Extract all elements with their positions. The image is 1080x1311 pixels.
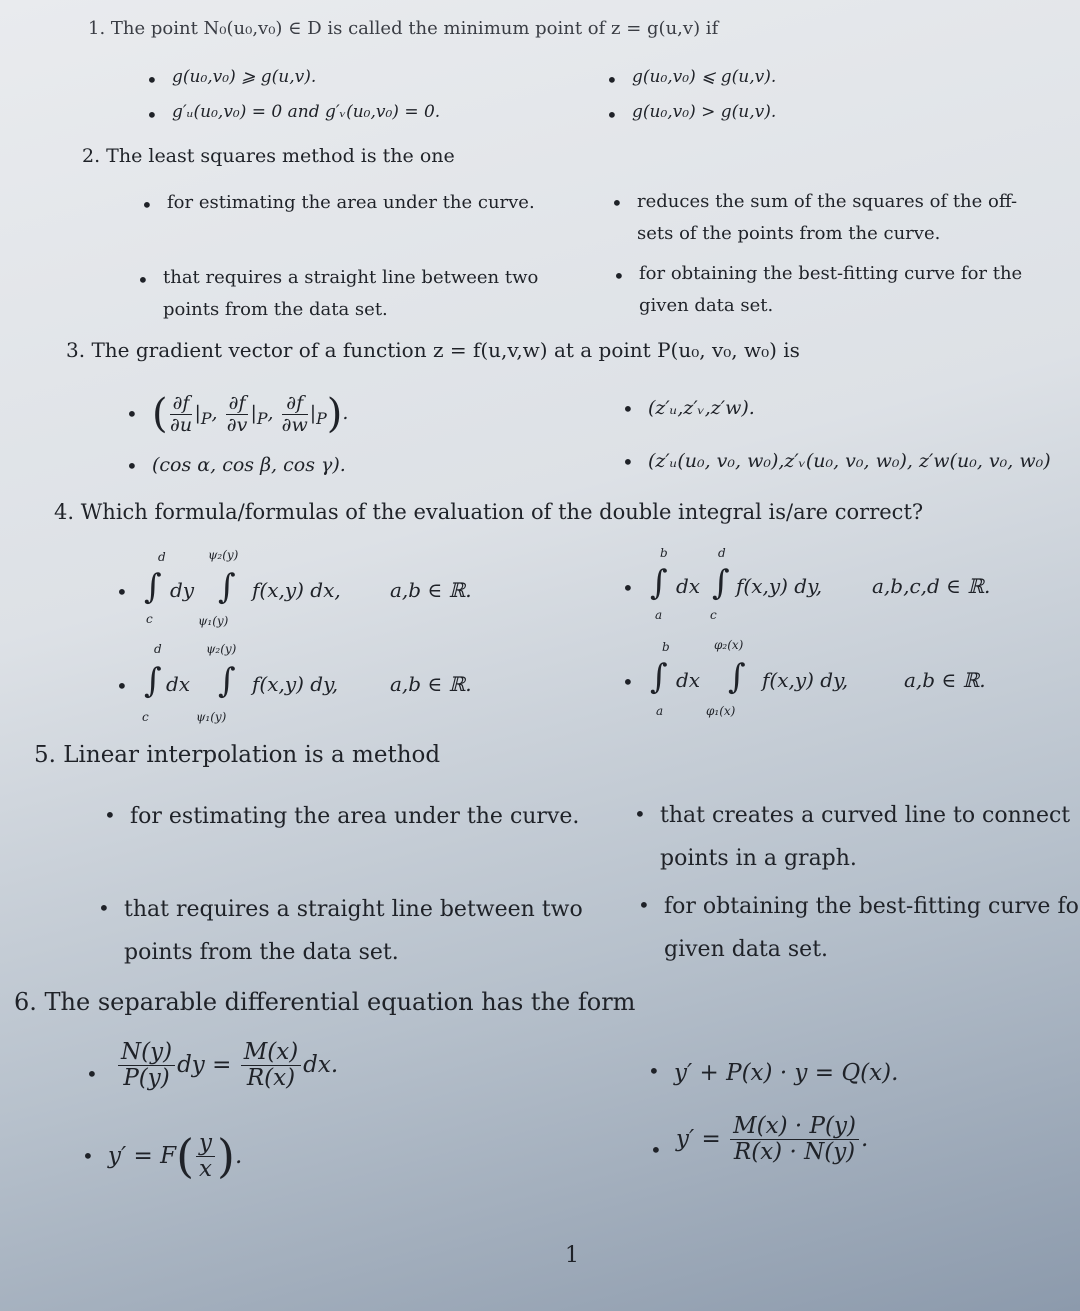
q4c-condition: a,b ∈ ℝ. — [390, 672, 472, 696]
q4d-upper-inner: φ₂(x) — [714, 638, 744, 652]
q3-option-b-text: (z′ᵤ,z′ᵥ,z′w). — [648, 397, 755, 419]
q5-option-b[interactable]: • that creates a curved line to connect points in a graph. — [634, 802, 1071, 871]
q4c-upper-outer: d — [154, 642, 162, 656]
q4b-dx: dx — [676, 574, 701, 598]
q5-option-d[interactable]: • for obtaining the best-fitting curve fo given data set. — [638, 893, 1079, 962]
q3-option-c-text: (cos α, cos β, cos γ). — [152, 454, 346, 476]
q5-option-c-line2: points from the data set. — [124, 939, 399, 965]
q6-option-b-text: y′ + P(x) · y = Q(x). — [674, 1060, 899, 1086]
q1-option-a-text: g(u₀,v₀) ⩾ g(u,v). — [172, 67, 317, 87]
q2-option-d-line2: given data set. — [639, 295, 774, 317]
q5-option-a-text: for estimating the area under the curve. — [130, 804, 580, 829]
question-3-stem: 3. The gradient vector of a function z = f(u,v,w) at a point P(u₀, v₀, w₀) is — [66, 338, 800, 362]
q2-option-d[interactable]: • for obtaining the best-fitting curve for the given data set. — [613, 263, 1023, 317]
q1-option-c[interactable]: • g′ᵤ(u₀,v₀) = 0 and g′ᵥ(u₀,v₀) = 0. — [146, 102, 441, 127]
q2-option-b-line1: reduces the sum of the squares of the off- — [637, 191, 1018, 212]
q5-option-d-line2: given data set. — [664, 936, 829, 962]
q4d-condition: a,b ∈ ℝ. — [904, 668, 986, 692]
q4c-integrand: f(x,y) dy, — [252, 672, 339, 696]
q4a-upper-inner: ψ₂(y) — [208, 548, 239, 562]
q5-option-c[interactable]: • that requires a straight line between two points from the data set. — [98, 896, 583, 965]
q4a-upper-outer: d — [158, 550, 166, 564]
q6c-den: x — [199, 1156, 213, 1183]
q4b-lower-outer: a — [655, 608, 663, 622]
q4d-lower-outer: a — [656, 704, 664, 718]
q4d-upper-outer: b — [662, 640, 670, 654]
q6a-num-left: N(y) — [118, 1040, 175, 1066]
q5-option-b-line2: points in a graph. — [660, 845, 857, 871]
q4b-integrand: f(x,y) dy, — [736, 574, 823, 598]
q2-option-c-line1: that requires a straight line between two — [163, 267, 539, 288]
q6-option-d[interactable]: • y′ = $\frac{M(x) \cdot P(y)}{R(x) \cdot N(y)}$ . — [650, 1113, 869, 1166]
question-1-stem: 1. The point N₀(u₀,v₀) ∈ D is called the minimum point of z = g(u,v) if — [88, 18, 719, 39]
q3-option-b[interactable]: • (z′ᵤ,z′ᵥ,z′w). — [622, 397, 755, 421]
q6a-den-right: R(x) — [246, 1065, 296, 1092]
q6d-lhs: y′ = — [676, 1125, 721, 1152]
q4b-upper-inner: d — [718, 546, 726, 560]
q4b-condition: a,b,c,d ∈ ℝ. — [872, 574, 991, 598]
q2-option-c-line2: points from the data set. — [163, 299, 388, 321]
exam-page: 1. The point N₀(u₀,v₀) ∈ D is called the minimum point of z = g(u,v) if • g(u₀,v₀) ⩾ g(u,v). • g(u₀,v₀) ⩽ g(u,v). • g′ᵤ(u₀,v₀) = 0 and g′ᵥ(u₀,v₀) = 0. • g(u₀,v₀) > g(u,v). 2. The least squares method is the one • for estimating the area under the curve. • reduces the sum of the squares of the off- sets of the points from the curve. • that requires a straight line between two points from the data set. • for obtaining the best-fitting curve for the given data set. 3. The gradient vector of a function z = f(u,v,w) at a point P(u₀, v₀, w₀) is • ( $\frac{\partial f}{\partial u}$ $|_P$, $\frac{\partial f}{\partial v}$ $|_P$, $\frac{\partial f}{\partial w}$ $|_P$). • (z′ᵤ,z′ᵥ,z′w). • (cos α, cos β, cos γ). • (z′ᵤ(u₀, v₀, w₀),z′ᵥ(u₀, v₀, w₀), z′w(u₀, v₀, w₀) 4. Which formula/formulas of the evaluation of the double integral is/are correct? • d ψ₂(y) ∫ dy ∫ f(x,y) dx, a,b ∈ ℝ. c ψ₁(y) • b d ∫ dx ∫ f(x,y) dy, a,b,c,d ∈ ℝ. a c • d ψ₂(y) ∫ dx ∫ f(x,y) dy, a,b ∈ ℝ. c ψ₁(y) • b φ₂(x) ∫ dx ∫ f(x,y) dy, a,b ∈ ℝ. a φ₁(x) 5. Linear interpolation is a method • for estimating the area under the curve. • that creates a curved line to connect points in a graph. • that requires a straight line between two points from the data set. • for obtaining the best-fitting curve fo given data set. 6. The separable differential equation has the form • $\frac{N(y)}{P(y)}$ dy = $\frac{M(x)}{R(x)}$ dx. • y′ + P(x) · y = Q(x). • y′ = F( $\frac{y}{x}$ ). • y′ = $\frac{M(x) \cdot P(y)}{R(x) \cdot N(y)}$ . 1 — [14, 18, 1079, 1268]
q4b-lower-inner: c — [710, 608, 717, 622]
q6-option-b[interactable]: • y′ + P(x) · y = Q(x). — [648, 1059, 899, 1086]
q4a-condition: a,b ∈ ℝ. — [390, 578, 472, 602]
page-number: 1 — [565, 1243, 579, 1268]
q4c-dx: dx — [166, 672, 191, 696]
q2-option-a[interactable]: • for estimating the area under the curve. — [141, 192, 535, 217]
q6a-num-right: M(x) — [241, 1040, 301, 1066]
q4d-integrand: f(x,y) dy, — [762, 668, 849, 692]
q2-option-b[interactable]: • reduces the sum of the squares of the off- sets of the points from the curve. — [611, 191, 1018, 244]
q6c-num: y — [196, 1131, 215, 1157]
q3-option-d[interactable]: • (z′ᵤ(u₀, v₀, w₀),z′ᵥ(u₀, v₀, w₀), z′w(u₀, v₀, w₀) — [622, 450, 1051, 474]
q6a-den-left: P(y) — [123, 1065, 170, 1092]
q6a-dx: dx. — [303, 1051, 339, 1078]
q6a-dy-eq: dy = — [177, 1051, 232, 1078]
q1-option-b[interactable]: • g(u₀,v₀) ⩽ g(u,v). — [606, 67, 777, 92]
q4a-integrand: f(x,y) dx, — [252, 578, 341, 602]
question-6-stem: 6. The separable differential equation has the form — [14, 988, 636, 1016]
q6d-den: R(x) · N(y) — [733, 1139, 856, 1166]
q4b-upper-outer: b — [660, 546, 668, 560]
q5-option-a[interactable]: • for estimating the area under the curve. — [104, 803, 580, 829]
q6-option-a[interactable]: • $\frac{N(y)}{P(y)}$ dy = $\frac{M(x)}{R(x)}$ dx. — [86, 1039, 339, 1092]
q4c-lower-inner: ψ₁(y) — [196, 710, 227, 724]
q4c-upper-inner: ψ₂(y) — [206, 642, 237, 656]
q4a-lower-outer: c — [146, 612, 153, 626]
q1-option-b-text: g(u₀,v₀) ⩽ g(u,v). — [632, 67, 777, 87]
q2-option-d-line1: for obtaining the best-fitting curve for the — [639, 263, 1023, 284]
q3-option-d-text: (z′ᵤ(u₀, v₀, w₀),z′ᵥ(u₀, v₀, w₀), z′w(u₀, v₀, w₀) — [648, 450, 1051, 472]
q5-option-c-line1: that requires a straight line between two — [124, 897, 583, 922]
q6c-lhs: y′ = F — [108, 1142, 177, 1169]
question-2-stem: 2. The least squares method is the one — [82, 145, 455, 167]
q3-option-a[interactable]: • ( $\frac{\partial f}{\partial u}$ $|_P$, $\frac{\partial f}{\partial v}$ $|_P$, $\frac{\partial f}{\partial w}$ $|_P$). — [126, 391, 349, 437]
q1-option-d-text: g(u₀,v₀) > g(u,v). — [632, 102, 777, 122]
q5-option-d-line1: for obtaining the best-fitting curve fo — [664, 894, 1079, 919]
q2-option-c[interactable]: • that requires a straight line between two points from the data set. — [137, 267, 539, 321]
q4d-lower-inner: φ₁(x) — [706, 704, 736, 718]
q4a-dy: dy — [170, 578, 195, 602]
q4d-dx: dx — [676, 668, 701, 692]
q1-option-d[interactable]: • g(u₀,v₀) > g(u,v). — [606, 102, 777, 127]
question-4-stem: 4. Which formula/formulas of the evaluation of the double integral is/are correct? — [54, 500, 924, 524]
q6-option-c[interactable]: • y′ = F( $\frac{y}{x}$ ). — [82, 1129, 243, 1183]
q1-option-a[interactable]: • g(u₀,v₀) ⩾ g(u,v). — [146, 67, 317, 92]
q3-option-c[interactable]: • (cos α, cos β, cos γ). — [126, 454, 346, 478]
q1-option-c-text: g′ᵤ(u₀,v₀) = 0 and g′ᵥ(u₀,v₀) = 0. — [172, 102, 441, 122]
q6d-num: M(x) · P(y) — [730, 1114, 859, 1140]
q5-option-b-line1: that creates a curved line to connect — [660, 803, 1071, 828]
q2-option-b-line2: sets of the points from the curve. — [637, 222, 941, 244]
q2-option-a-text: for estimating the area under the curve. — [167, 192, 535, 213]
q4c-lower-outer: c — [142, 710, 149, 724]
question-5-stem: 5. Linear interpolation is a method — [34, 742, 441, 768]
q4a-lower-inner: ψ₁(y) — [198, 614, 229, 628]
